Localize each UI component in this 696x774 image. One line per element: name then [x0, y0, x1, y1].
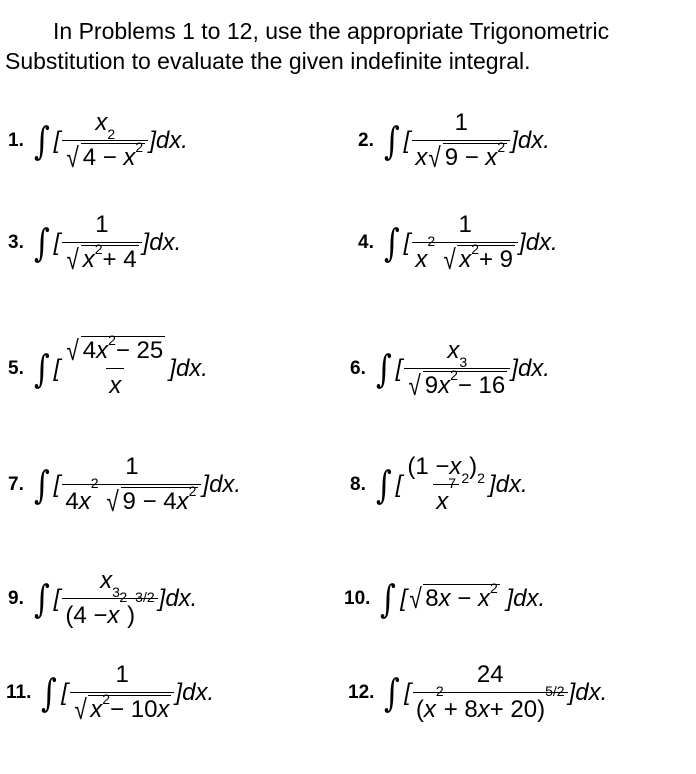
problem-number: 8. — [350, 473, 366, 495]
problem-number: 10. — [344, 588, 371, 609]
problem-expression: (1 − x $^2$ ) $^2$ x $^7$ — [407, 453, 485, 515]
problem-number: 9. — [8, 587, 24, 609]
integral-sign: ∫ — [383, 220, 400, 265]
problem-expression: x $^3$ √ $9x^2- 16$ — [404, 336, 510, 401]
problem-7: 7. ∫ [ 1 4 x $^2$ √ $9 - 4x^2$ ] dx. — [8, 453, 242, 517]
problem-number: 2. — [358, 129, 374, 151]
problem-5: 5. ∫ [ √ $4x^2- 25$ x ] dx. — [8, 332, 208, 399]
problem-3: 3. ∫ [ 1 √ $x^2+ 4$ ] dx. — [8, 211, 182, 275]
integral-sign: ∫ — [41, 670, 58, 715]
problem-number: 1. — [8, 129, 24, 151]
integral-sign: ∫ — [375, 462, 392, 507]
integral-sign: ∫ — [33, 346, 50, 391]
problem-10: 10. ∫ [ √ $8x - x^2$ ] dx. — [344, 577, 546, 621]
problem-9: 9. ∫ [ x $^3$ (4 − x $^2$ ) $^{3/2}$ ] dx. — [8, 567, 198, 629]
problem-expression: 1 x $^2$ √ $x^2+ 9$ — [412, 210, 518, 275]
integral-sign: ∫ — [33, 118, 50, 163]
instructions — [5, 16, 685, 76]
problem-expression: x $^2$ √ $4 - x^2$ — [62, 108, 148, 173]
integral-sign: ∫ — [33, 462, 50, 507]
problem-expression: √ $4x^2- 25$ x — [66, 332, 164, 399]
problem-expression: √ $8x - x^2$ — [409, 579, 498, 614]
integral-sign: ∫ — [380, 577, 397, 621]
integral-sign: ∫ — [384, 670, 401, 715]
problem-12: 12. ∫ [ 24 ( x $^2$ + 8 x + 20) $^{5/2}$ ] dx. — [348, 661, 608, 723]
problem-11: 11. ∫ [ 1 √ $x^2- 10x$ ] dx. — [6, 661, 215, 725]
problem-expression: x $^3$ (4 − x $^2$ ) $^{3/2}$ — [62, 566, 157, 631]
problem-8: 8. ∫ [ (1 − x $^2$ ) $^2$ x $^7$ ] dx. — [350, 453, 528, 515]
problem-expression: 24 ( x $^2$ + 8 x + 20) $^{5/2}$ — [413, 660, 568, 725]
problem-number: 6. — [350, 357, 366, 379]
problem-expression: 1 √ $x^2+ 4$ — [62, 210, 141, 275]
problem-number: 4. — [358, 231, 374, 253]
instructions-line-2: Substitution to evaluate the given indefinite integral. — [5, 48, 531, 74]
problem-1: 1. ∫ [ x $^2$ √ $4 - x^2$ ] dx. — [8, 109, 188, 173]
integral-sign: ∫ — [33, 220, 50, 265]
integral-sign: ∫ — [383, 118, 400, 163]
integral-sign: ∫ — [33, 576, 50, 621]
problem-expression: 1 4 x $^2$ √ $9 - 4x^2$ — [62, 452, 201, 517]
problem-expression: 1 x √ $9 - x^2$ — [412, 108, 510, 173]
problem-4: 4. ∫ [ 1 x $^2$ √ $x^2+ 9$ ] dx. — [358, 211, 558, 275]
problem-6: 6. ∫ [ x $^3$ √ $9x^2- 16$ ] dx. — [350, 337, 550, 401]
problem-number: 11. — [6, 681, 32, 703]
problem-number: 3. — [8, 231, 24, 253]
integral-sign: ∫ — [375, 346, 392, 391]
instructions-line-1: In Problems 1 to 12, use the appropriate Trigonometric — [53, 18, 610, 44]
problem-number: 12. — [348, 681, 375, 703]
problem-expression: 1 √ $x^2- 10x$ — [70, 660, 175, 725]
problem-number: 7. — [8, 473, 24, 495]
problem-number: 5. — [8, 357, 24, 379]
problem-2: 2. ∫ [ 1 x √ $9 - x^2$ ] dx. — [358, 109, 550, 173]
